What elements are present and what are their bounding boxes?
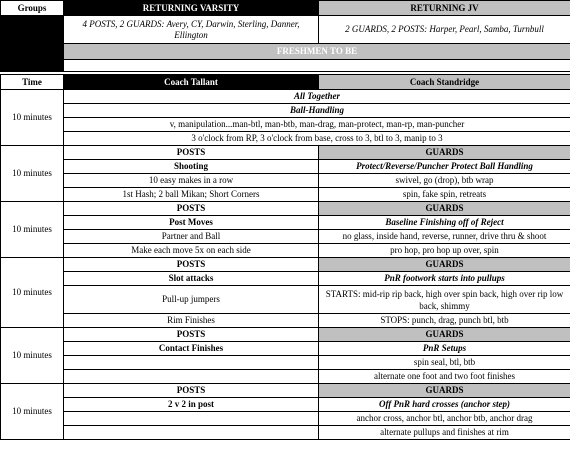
guards-drill-title: Off PnR hard crosses (anchor step): [319, 398, 570, 412]
posts-drill-line: [64, 412, 319, 426]
posts-drill-line: Partner and Ball: [64, 230, 319, 244]
ball-handling-label: Ball-Handling: [64, 104, 570, 118]
guards-header: GUARDS: [319, 258, 570, 272]
ball-handling-line: v, manipulation...man-btl, man-btb, man-drag, man-protect, man-rp, man-puncher: [64, 118, 570, 132]
coach-standridge-header: Coach Standridge: [319, 75, 570, 90]
guards-drill-title: PnR Setups: [319, 342, 570, 356]
posts-drill-title: Contact Finishes: [64, 342, 319, 356]
posts-drill-line: 1st Hash; 2 ball Mikan; Short Corners: [64, 188, 319, 202]
guards-header: GUARDS: [319, 328, 570, 342]
posts-drill-line: [64, 356, 319, 370]
all-together-label: All Together: [64, 90, 570, 104]
varsity-players: 4 POSTS, 2 GUARDS: Avery, CY, Darwin, Sterling, Danner, Ellington: [64, 16, 319, 44]
posts-header: POSTS: [64, 328, 319, 342]
guards-drill-line: STARTS: mid-rip rip back, high over spin back, high over rip low back, shimmy: [319, 286, 570, 314]
posts-header: POSTS: [64, 202, 319, 216]
posts-header: POSTS: [64, 384, 319, 398]
guards-drill-title: Protect/Reverse/Puncher Protect Ball Handling: [319, 160, 570, 174]
posts-drill-line: [64, 426, 319, 440]
guards-header: GUARDS: [319, 146, 570, 160]
guards-drill-line: pro hop, pro hop up over, spin: [319, 244, 570, 258]
posts-drill-line: Rim Finishes: [64, 314, 319, 328]
block-time: 10 minutes: [1, 202, 64, 258]
posts-drill-line: Make each move 5x on each side: [64, 244, 319, 258]
guards-drill-line: no glass, inside hand, reverse, runner, drive thru & shoot: [319, 230, 570, 244]
groups-label: Groups: [1, 1, 64, 16]
posts-drill-title: Slot attacks: [64, 272, 319, 286]
guards-header: GUARDS: [319, 202, 570, 216]
jv-title: RETURNING JV: [319, 1, 570, 16]
freshmen-players: [64, 60, 570, 72]
block-time: 10 minutes: [1, 384, 64, 440]
freshmen-title: FRESHMEN TO BE: [64, 44, 570, 60]
guards-drill-line: swivel, go (drop), btb wrap: [319, 174, 570, 188]
posts-drill-line: [64, 370, 319, 384]
block-time: 10 minutes: [1, 328, 64, 384]
guards-drill-line: alternate one foot and two foot finishes: [319, 370, 570, 384]
jv-players: 2 GUARDS, 2 POSTS: Harper, Pearl, Samba, Turnbull: [319, 16, 570, 44]
posts-drill-line: 10 easy makes in a row: [64, 174, 319, 188]
posts-drill-line: Pull-up jumpers: [64, 286, 319, 314]
guards-drill-line: spin, fake spin, retreats: [319, 188, 570, 202]
block-time: 10 minutes: [1, 146, 64, 202]
guards-drill-line: STOPS: punch, drag, punch btl, btb: [319, 314, 570, 328]
coach-tallant-header: Coach Tallant: [64, 75, 319, 90]
guards-drill-title: PnR footwork starts into pullups: [319, 272, 570, 286]
guards-drill-line: spin seal, btl, btb: [319, 356, 570, 370]
groups-black-cell: [1, 16, 64, 72]
ball-handling-line: 3 o'clock from RP, 3 o'clock from base, cross to 3, btl to 3, manip to 3: [64, 132, 570, 146]
posts-drill-title: Shooting: [64, 160, 319, 174]
posts-drill-title: 2 v 2 in post: [64, 398, 319, 412]
block-time: 10 minutes: [1, 90, 64, 146]
guards-drill-line: anchor cross, anchor btl, anchor btb, anchor drag: [319, 412, 570, 426]
varsity-title: RETURNING VARSITY: [64, 1, 319, 16]
guards-drill-line: alternate pullups and finishes at rim: [319, 426, 570, 440]
posts-header: POSTS: [64, 258, 319, 272]
posts-drill-title: Post Moves: [64, 216, 319, 230]
posts-header: POSTS: [64, 146, 319, 160]
guards-drill-title: Baseline Finishing off of Reject: [319, 216, 570, 230]
block-time: 10 minutes: [1, 258, 64, 328]
time-header: Time: [1, 75, 64, 90]
guards-header: GUARDS: [319, 384, 570, 398]
